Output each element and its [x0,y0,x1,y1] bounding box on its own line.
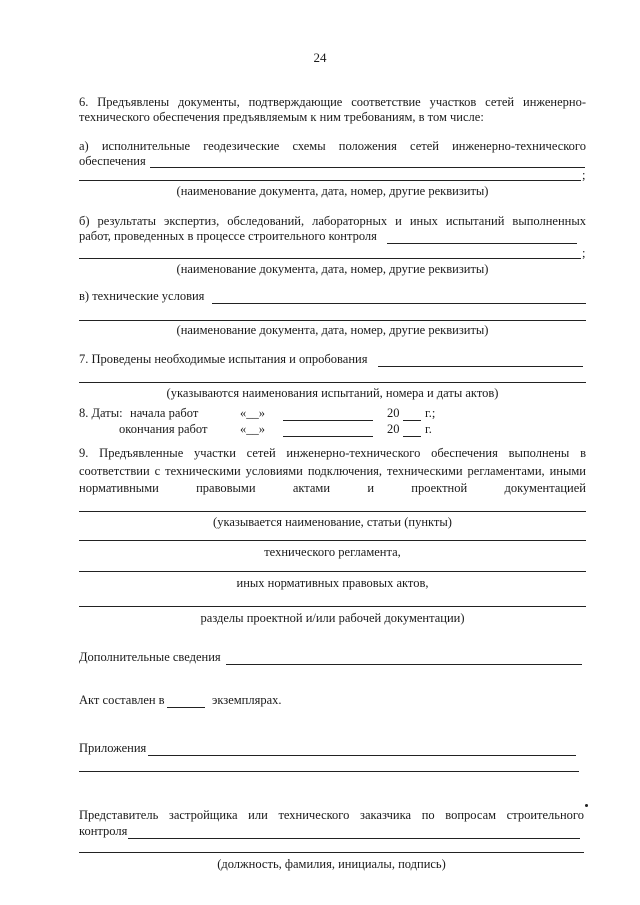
item8-label: 8. Даты: [79,406,123,420]
item6b-line2: работ, проведенных в процессе строительного контроля [79,229,377,243]
item8-start-year-prefix: 20 [387,406,400,420]
item6a-line1: а) исполнительные геодезические схемы положения сетей инженерно-технического [79,139,586,153]
item6a-semicolon: ; [582,168,586,182]
item6b-caption: (наименование документа, дата, номер, другие реквизиты) [176,262,489,276]
item6v-blank-2[interactable] [79,320,586,321]
item6a-line2: обеспечения [79,154,146,168]
item7-line1: 7. Проведены необходимые испытания и опробования [79,352,368,366]
item6v-blank-1[interactable] [212,303,586,304]
item9-blank-3[interactable] [79,571,586,572]
attachments-blank-2[interactable] [79,771,579,772]
item9-caption2: технического регламента, [264,545,401,559]
copies-count-blank[interactable] [167,707,205,708]
item9-line1: 9. Предъявленные участки сетей инженерно-технического обеспечения выполнены в [79,446,586,460]
item7-blank-2[interactable] [79,382,586,383]
item9-blank-4[interactable] [79,606,586,607]
item9-caption4: разделы проектной и/или рабочей документации) [200,611,465,625]
item6b-line1: б) результаты экспертиз, обследований, лабораторных и иных испытаний выполненных [79,214,586,228]
item6v-caption: (наименование документа, дата, номер, другие реквизиты) [176,323,489,337]
item8-start-label: начала работ [130,406,199,420]
item8-end-month-blank[interactable] [283,436,373,437]
item6a-blank-1[interactable] [150,167,585,168]
attachments-blank-1[interactable] [148,755,576,756]
item8-end-year-suffix: г. [425,422,432,436]
item8-end-year-blank[interactable] [403,436,421,437]
copies-suffix: экземплярах. [212,693,282,707]
item7-caption: (указываются наименования испытаний, номера и даты актов) [166,386,499,400]
item8-start-month-blank[interactable] [283,420,373,421]
item9-caption3: иных нормативных правовых актов, [236,576,429,590]
additional-blank[interactable] [226,664,582,665]
item9-blank-1[interactable] [79,511,586,512]
item6-line1: 6. Предъявлены документы, подтверждающие соответствие участков сетей инженерно- [79,95,586,109]
item8-end-day: «__» [240,422,265,436]
item8-end-label: окончания работ [119,422,208,436]
item6a-blank-2[interactable] [79,180,581,181]
item7-blank-1[interactable] [378,366,583,367]
copies-prefix: Акт составлен в [79,693,165,707]
representative-line1: Представитель застройщика или технического заказчика по вопросам строительного [79,808,584,822]
additional-label: Дополнительные сведения [79,650,221,664]
representative-caption: (должность, фамилия, инициалы, подпись) [217,857,446,871]
representative-blank-2[interactable] [79,852,584,853]
item9-caption1: (указывается наименование, статьи (пункты) [213,515,452,529]
item6a-caption: (наименование документа, дата, номер, другие реквизиты) [176,184,489,198]
item8-start-day: «__» [240,406,265,420]
item6b-blank-1[interactable] [387,243,577,244]
attachments-label: Приложения [79,741,147,755]
item6b-semicolon: ; [582,246,586,260]
item8-start-year-suffix: г.; [425,406,436,420]
item8-start-year-blank[interactable] [403,420,421,421]
item8-end-year-prefix: 20 [387,422,400,436]
representative-line2: контроля [79,824,128,838]
item6-line2: технического обеспечения предъявляемым к ним требованиям, в том числе: [79,110,484,124]
item9-line2: соответствии с техническими условиями подключения, техническими регламентами, иными [79,464,586,478]
page-number: 24 [313,50,327,65]
item6v-line1: в) технические условия [79,289,205,303]
item9-line3: нормативными правовыми актами и проектной документацией [79,481,586,495]
stray-dot [585,804,588,807]
representative-blank-1[interactable] [128,838,580,839]
item6b-blank-2[interactable] [79,258,581,259]
item9-blank-2[interactable] [79,540,586,541]
